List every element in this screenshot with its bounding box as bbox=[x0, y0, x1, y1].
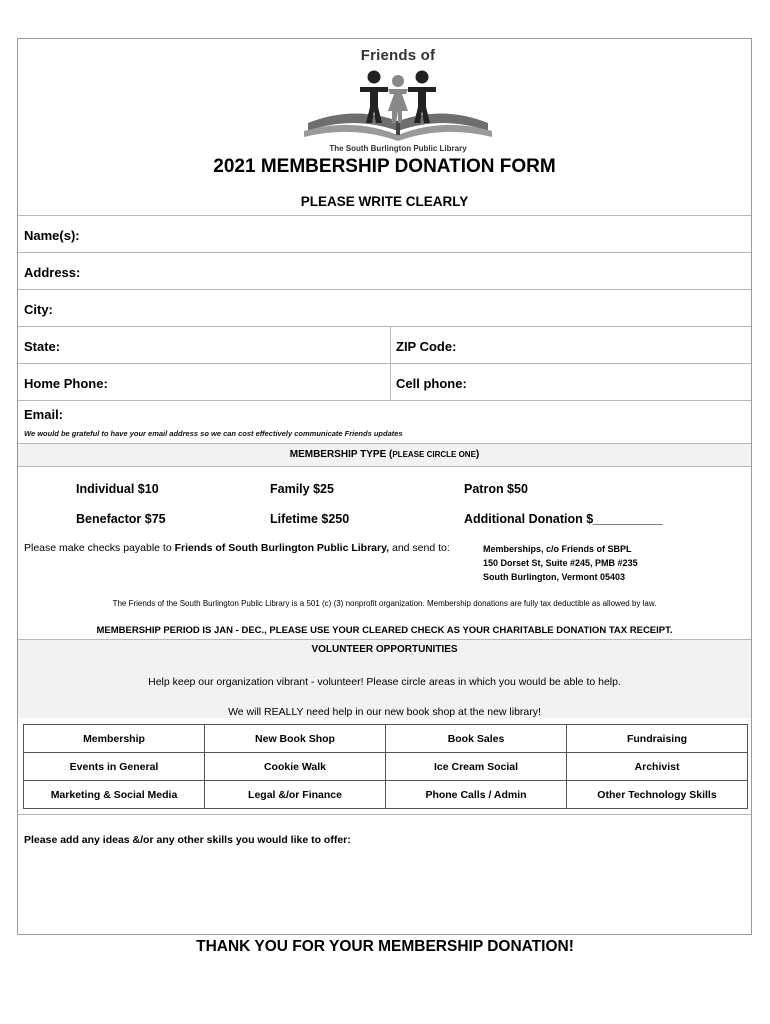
volunteer-heading: VOLUNTEER OPPORTUNITIES bbox=[311, 644, 458, 655]
area-cookie-walk[interactable]: Cookie Walk bbox=[205, 753, 386, 781]
form-subtitle: PLEASE WRITE CLEARLY bbox=[300, 194, 469, 209]
table-row bbox=[24, 725, 748, 753]
divider bbox=[18, 466, 751, 467]
option-patron[interactable]: Patron $50 bbox=[464, 482, 528, 496]
area-book-sales[interactable]: Book Sales bbox=[386, 725, 567, 753]
area-membership[interactable]: Membership bbox=[24, 725, 205, 753]
divider bbox=[18, 443, 751, 444]
table-row bbox=[24, 781, 748, 809]
thank-you-message: THANK YOU FOR YOUR MEMBERSHIP DONATION! bbox=[196, 938, 574, 955]
table-row bbox=[24, 753, 748, 781]
area-new-book-shop[interactable]: New Book Shop bbox=[205, 725, 386, 753]
state-field-label: State: bbox=[24, 339, 61, 354]
divider bbox=[18, 215, 751, 216]
divider bbox=[18, 400, 751, 401]
area-legal-finance[interactable]: Legal &/or Finance bbox=[205, 781, 386, 809]
logo-top-text: Friends of bbox=[360, 47, 436, 64]
option-additional-donation[interactable]: Additional Donation $__________ bbox=[464, 512, 663, 526]
ideas-prompt: Please add any ideas &/or any other skills you would like to offer: bbox=[24, 834, 351, 846]
names-field-label: Name(s): bbox=[24, 228, 80, 243]
membership-form bbox=[17, 38, 752, 935]
option-individual[interactable]: Individual $10 bbox=[76, 482, 159, 496]
area-other-technology-skills[interactable]: Other Technology Skills bbox=[567, 781, 748, 809]
option-benefactor[interactable]: Benefactor $75 bbox=[76, 512, 166, 526]
divider bbox=[390, 326, 391, 400]
form-title: 2021 MEMBERSHIP DONATION FORM bbox=[213, 156, 556, 177]
email-note: We would be grateful to have your email address so we can cost effectively communicate Friends updates bbox=[24, 429, 403, 438]
divider bbox=[18, 814, 751, 815]
logo-figures-book-icon bbox=[298, 65, 498, 145]
tax-note: The Friends of the South Burlington Public Library is a 501 (c) (3) nonprofit organization. Membership donations are fully tax deductible as allowed by law. bbox=[112, 599, 657, 608]
area-ice-cream-social[interactable]: Ice Cream Social bbox=[386, 753, 567, 781]
logo-bottom-text: The South Burlington Public Library bbox=[329, 144, 467, 153]
divider bbox=[18, 363, 751, 364]
area-marketing-social-media[interactable]: Marketing & Social Media bbox=[24, 781, 205, 809]
divider bbox=[18, 252, 751, 253]
membership-type-band bbox=[18, 443, 751, 466]
mailing-address-line: 150 Dorset St, Suite #245, PMB #235 bbox=[483, 558, 638, 568]
area-phone-calls-admin[interactable]: Phone Calls / Admin bbox=[386, 781, 567, 809]
volunteer-need-line: We will REALLY need help in our new book shop at the new library! bbox=[228, 706, 541, 718]
membership-type-heading: MEMBERSHIP TYPE (PLEASE CIRCLE ONE) bbox=[289, 449, 480, 460]
volunteer-band bbox=[18, 640, 751, 718]
option-family[interactable]: Family $25 bbox=[270, 482, 334, 496]
payable-note: Please make checks payable to Friends of South Burlington Public Library, and send to: bbox=[24, 542, 450, 554]
mailing-address-line: South Burlington, Vermont 05403 bbox=[483, 572, 626, 582]
mailing-address-line: Memberships, c/o Friends of SBPL bbox=[483, 544, 632, 554]
email-field-label: Email: bbox=[24, 407, 64, 422]
option-lifetime[interactable]: Lifetime $250 bbox=[270, 512, 350, 526]
volunteer-help-line: Help keep our organization vibrant - volunteer! Please circle areas in which you would be able to help. bbox=[148, 676, 621, 688]
area-events-in-general[interactable]: Events in General bbox=[24, 753, 205, 781]
volunteer-areas-table bbox=[23, 724, 748, 809]
friends-logo bbox=[298, 47, 498, 159]
home-phone-field-label: Home Phone: bbox=[24, 376, 108, 391]
area-archivist[interactable]: Archivist bbox=[567, 753, 748, 781]
divider bbox=[18, 326, 751, 327]
cell-phone-field-label: Cell phone: bbox=[396, 376, 467, 391]
city-field-label: City: bbox=[24, 302, 53, 317]
divider bbox=[18, 289, 751, 290]
zip-field-label: ZIP Code: bbox=[396, 339, 457, 354]
membership-period-note: MEMBERSHIP PERIOD IS JAN - DEC., PLEASE USE YOUR CLEARED CHECK AS YOUR CHARITABLE DONATION TAX RECEIPT. bbox=[96, 625, 673, 636]
area-fundraising[interactable]: Fundraising bbox=[567, 725, 748, 753]
address-field-label: Address: bbox=[24, 265, 81, 280]
